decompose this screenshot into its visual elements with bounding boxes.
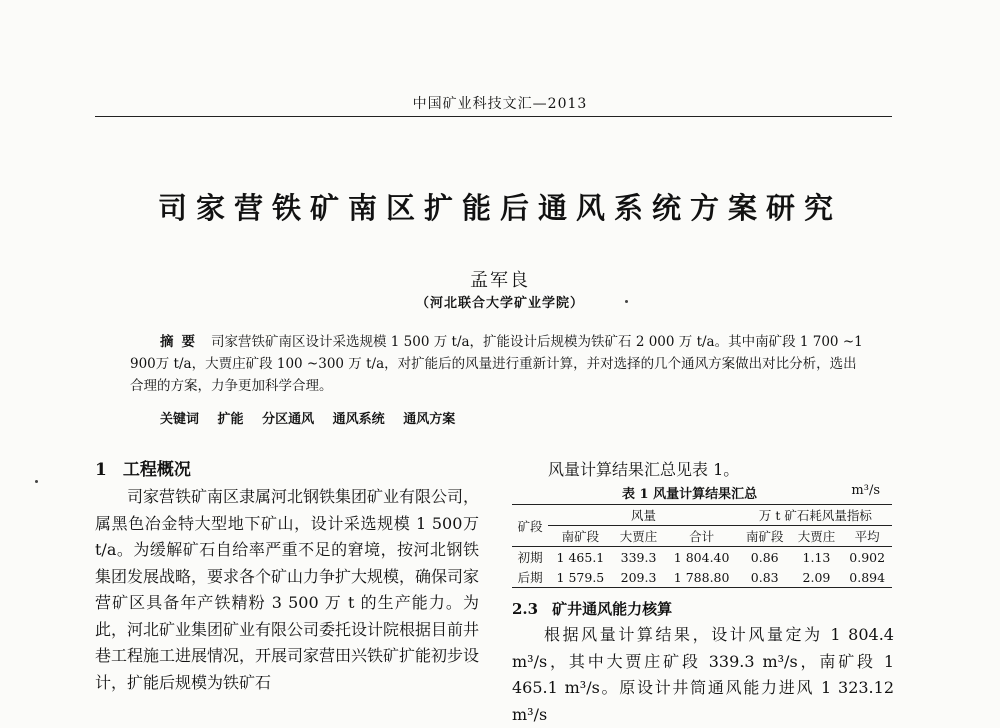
author-name: 孟军良 (470, 270, 530, 291)
table-cell: 0.83 (750, 569, 779, 585)
section-2-3-body-clip (512, 622, 894, 724)
section-1-body-clip (95, 484, 480, 692)
paper-title: 司家营铁矿南区扩能后通风系统方案研究 (157, 191, 842, 225)
section-2-3-heading (512, 598, 672, 619)
table-cell: 0.894 (849, 569, 886, 585)
header-index-group: 万 t 矿石耗风量指标 (739, 505, 892, 526)
table-cell: 0.86 (750, 549, 779, 565)
keyword-item: 通风方案 (403, 412, 456, 427)
section-2-3-body: 根据风量计算结果，设计风量定为 1 804.4 m³/s，其中大贾庄矿段 339.3 m³/s，南矿段 1 465.1 m³/s。原设计井筒通风能力进风 1 323.12 m³/s (512, 625, 894, 724)
table-cell: 0.902 (849, 549, 886, 565)
table-cell: 339.3 (620, 549, 657, 565)
subheader-cell: 合计 (664, 526, 738, 547)
table-cell: 1 579.5 (556, 569, 605, 585)
table-cell: 2.09 (802, 569, 831, 585)
keyword-item: 通风系统 (332, 412, 385, 427)
stray-dot (35, 480, 38, 483)
keyword-item: 扩能 (217, 412, 244, 427)
subheader-cell: 大贾庄 (613, 526, 665, 547)
row-name: 后期 (517, 570, 543, 585)
journal-header: 中国矿业科技文汇—2013 (412, 96, 588, 112)
table-subheader-row (512, 526, 892, 547)
table-header-row (512, 505, 892, 526)
header-rule (95, 116, 892, 117)
keywords-label: 关键词 (160, 412, 200, 427)
table-caption: 表 1 风量计算结果汇总 (622, 487, 758, 502)
table-cell: 209.3 (620, 569, 657, 585)
header-airflow-group: 风量 (548, 505, 739, 526)
keywords (160, 408, 455, 427)
table-intro-text: 风量计算结果汇总见表 1。 (548, 460, 740, 479)
table-cell: 1 788.80 (673, 569, 730, 585)
keyword-item: 分区通风 (262, 412, 315, 427)
section-1-heading (95, 455, 191, 480)
abstract (130, 331, 870, 397)
abstract-text: 司家营铁矿南区设计采选规模 1 500 万 t/a，扩能设计后规模为铁矿石 2 000 万 t/a。其中南矿段 1 700 ~1 900万 t/a，大贾庄矿段 100 ~300 万 t/a，对扩能后的风量进行重新计算，并对选择的几个通风方案做出对比分析，选出合理的方案，力争更加科学合理。 (130, 334, 863, 394)
section-1-body: 司家营铁矿南区隶属河北钢铁集团矿业有限公司，属黑色冶金特大型地下矿山，设计采选规模 1 500万 t/a。为缓解矿石自给率严重不足的窘境，按河北钢铁集团发展战略，要求各个矿山力争扩大规模，确保司家营矿区具备年产铁精粉 3 500 万 t 的生产能力。为此，河北矿业集团矿业有限公司委托设计院根据目前井巷工程施工进展情况，开展司家营田兴铁矿扩能初步设计，扩能后规模为铁矿石 (95, 487, 480, 692)
table-cell: 1 465.1 (556, 549, 605, 565)
header-segment: 矿段 (512, 505, 548, 547)
subheader-cell: 大贾庄 (791, 526, 843, 547)
author-affiliation: （河北联合大学矿业学院） (415, 296, 584, 311)
table-row (512, 547, 892, 568)
subheader-cell: 南矿段 (739, 526, 791, 547)
subheader-cell: 平均 (842, 526, 892, 547)
section-title: 工程概况 (122, 460, 191, 480)
airflow-table (512, 504, 892, 588)
subheader-cell: 南矿段 (548, 526, 612, 547)
section-number: 2.3 (512, 600, 539, 618)
section-title: 矿井通风能力核算 (552, 600, 673, 618)
abstract-label: 摘要 (160, 334, 203, 350)
stray-dot (625, 300, 628, 303)
table-cell: 1 804.40 (673, 549, 730, 565)
section-number: 1 (95, 460, 107, 480)
table-cell: 1.13 (802, 549, 831, 565)
table-row (512, 567, 892, 588)
table-unit: m³/s (851, 483, 880, 498)
row-name: 初期 (517, 550, 543, 565)
